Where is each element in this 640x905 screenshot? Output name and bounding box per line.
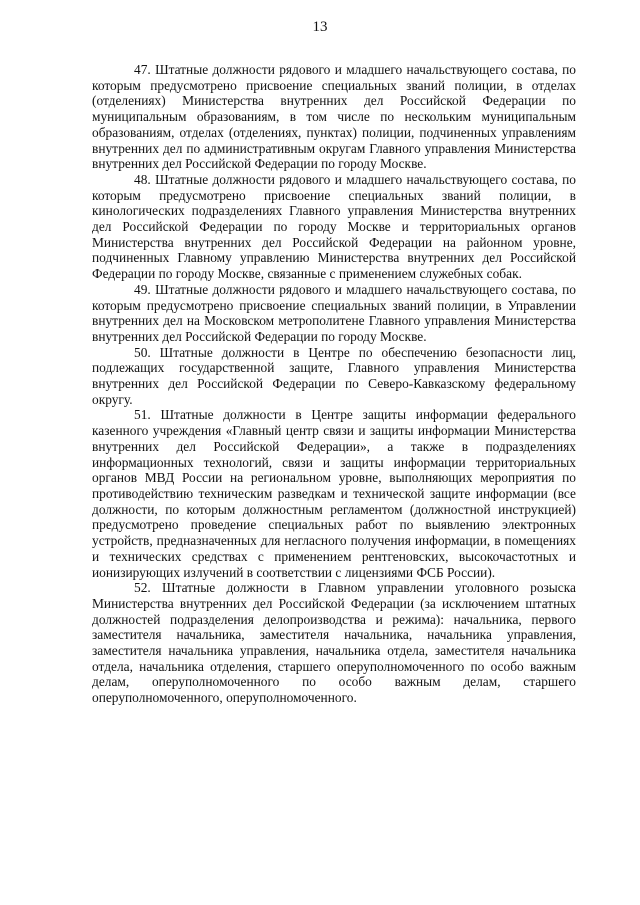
paragraph-50: 50. Штатные должности в Центре по обеспечению безопасности лиц, подлежащих государственной защите, Главного управления Министерства внутренних дел Российской Федерации по Северо-Кавказскому федеральному округу. xyxy=(92,344,576,407)
paragraph-51: 51. Штатные должности в Центре защиты информации федерального казенного учреждения «Главный центр связи и защиты информации Министерства внутренних дел Российской Федерации», а также в подразделениях информационных технологий, связи и защиты информации территориальных органов МВД России на региональном уровне, выполняющих мероприятия по противодействию техническим разведкам и технической защите информации (все должности, по которым должностным регламентом (должностной инструкцией) предусмотрено проведение специальных работ по выявлению электронных устройств, предназначенных для негласного получения информации, в помещениях и технических средствах с применением рентгеновских, высокочастотных и ионизирующих излучений в соответствии с лицензиями ФСБ России). xyxy=(92,407,576,580)
document-body xyxy=(92,62,576,706)
paragraph-48: 48. Штатные должности рядового и младшего начальствующего состава, по которым предусмотрено присвоение специальных званий полиции, в кинологических подразделениях Главного управления Министерства внутренних дел Российской Федерации по городу Москве и территориальных органов Министерства внутренних дел Российской Федерации на районном уровне, подчиненных Главному управлению Министерства внутренних дел Российской Федерации по городу Москве, связанные с применением служебных собак. xyxy=(92,171,576,282)
paragraph-49: 49. Штатные должности рядового и младшего начальствующего состава, по которым предусмотрено присвоение специальных званий полиции, в Управлении внутренних дел на Московском метрополитене Главного управления Министерства внутренних дел Российской Федерации по городу Москве. xyxy=(92,281,576,344)
paragraph-52: 52. Штатные должности в Главном управлении уголовного розыска Министерства внутренних дел Российской Федерации (за исключением штатных должностей подразделения делопроизводства и режима): начальника, первого заместителя начальника, заместителя начальника, начальника управления, заместителя начальника управления, начальника отдела, заместителя начальника отдела, начальника отделения, старшего оперуполномоченного по особо важным делам, оперуполномоченного по особо важным делам, старшего оперуполномоченного, оперуполномоченного. xyxy=(92,580,576,706)
page-number: 13 xyxy=(312,19,328,35)
paragraph-47: 47. Штатные должности рядового и младшего начальствующего состава, по которым предусмотрено присвоение специальных званий полиции, в отделах (отделениях) Министерства внутренних дел Российской Федерации по муниципальным образованиям, в том числе по нескольким муниципальным образованиям, отделах (отделениях, пунктах) полиции, подчиненных управлениям внутренних дел по административным округам Главного управления Министерства внутренних дел Российской Федерации по городу Москве. xyxy=(92,62,576,172)
